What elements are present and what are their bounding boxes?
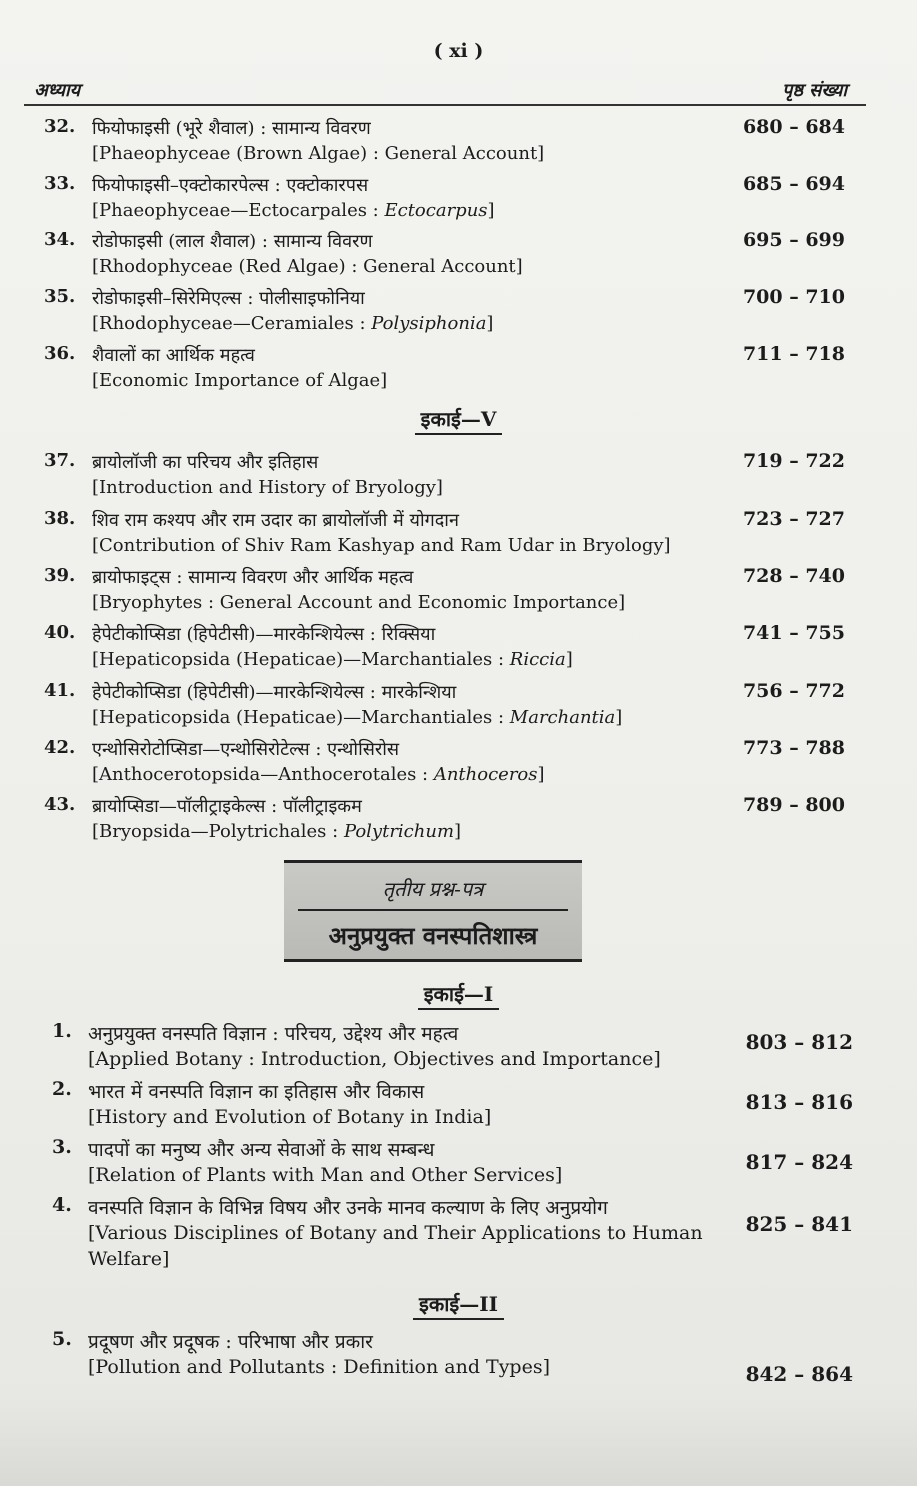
entry-number: 43.	[44, 794, 76, 815]
entry-pages: 719 – 722	[742, 450, 845, 472]
entry-number: 2.	[52, 1078, 72, 1100]
header-divider	[24, 104, 866, 106]
entry-title-english: [Phaeophyceae (Brown Algae) : General Account]	[92, 143, 545, 164]
entry-title-english: [Phaeophyceae—Ectocarpales : Ectocarpus]	[92, 200, 495, 221]
entry-number: 1.	[52, 1020, 72, 1042]
unit-heading: इकाई—II	[0, 1290, 917, 1317]
entry-pages: 685 – 694	[742, 173, 845, 195]
entry-title-hindi: अनुप्रयुक्त वनस्पति विज्ञान : परिचय, उद्देश्य और महत्व	[88, 1023, 459, 1045]
entry-pages: 680 – 684	[742, 116, 845, 138]
entry-title-english: [Anthocerotopsida—Anthocerotales : Anthoceros]	[92, 764, 545, 785]
entry-pages: 711 – 718	[742, 343, 845, 365]
entry-pages: 723 – 727	[742, 508, 845, 530]
entry-title-english: [Relation of Plants with Man and Other Services]	[88, 1164, 563, 1186]
entry-pages: 803 – 812	[745, 1030, 853, 1054]
unit-heading: इकाई—I	[0, 980, 917, 1007]
entry-number: 39.	[44, 565, 76, 586]
entry-title-english: [Applied Botany : Introduction, Objectives and Importance]	[88, 1048, 661, 1070]
entry-title-hindi: भारत में वनस्पति विज्ञान का इतिहास और विकास	[88, 1081, 425, 1103]
entry-title-hindi: रोडोफाइसी (लाल शैवाल) : सामान्य विवरण	[92, 231, 373, 252]
entry-pages: 700 – 710	[742, 286, 845, 308]
entry-number: 42.	[44, 737, 76, 758]
entry-title-english: [Hepaticopsida (Hepaticae)—Marchantiales : Riccia]	[92, 649, 573, 670]
entry-title-english: [Rhodophyceae—Ceramiales : Polysiphonia]	[92, 313, 494, 334]
entry-title-english: [Various Disciplines of Botany and Their Applications to Human	[88, 1222, 703, 1244]
entry-title-english-cont: Welfare]	[88, 1248, 170, 1270]
paper-title: अनुप्रयुक्त वनस्पतिशास्त्र	[328, 921, 538, 950]
entry-number: 5.	[52, 1328, 72, 1350]
paper-title-box	[284, 860, 582, 962]
entry-title-english: [Introduction and History of Bryology]	[92, 477, 443, 498]
entry-title-hindi: ब्रायोप्सिडा—पॉलीट्राइकेल्स : पॉलीट्राइकम	[92, 796, 362, 817]
entry-number: 38.	[44, 508, 76, 529]
box-divider	[298, 909, 568, 911]
entry-pages: 825 – 841	[745, 1212, 853, 1236]
entry-number: 35.	[44, 286, 76, 307]
entry-number: 32.	[44, 116, 76, 137]
entry-title-english: [Pollution and Pollutants : Definition and Types]	[88, 1356, 550, 1378]
entry-pages: 773 – 788	[742, 737, 845, 759]
entry-number: 33.	[44, 173, 76, 194]
entry-title-hindi: शैवालों का आर्थिक महत्व	[92, 345, 255, 366]
entry-title-english: [Bryophytes : General Account and Economic Importance]	[92, 592, 626, 613]
entry-title-hindi: रोडोफाइसी–सिरेमिएल्स : पोलीसाइफोनिया	[92, 288, 365, 309]
header-page-label: पृष्ठ संख्या	[782, 80, 847, 101]
entry-title-english: [Bryopsida—Polytrichales : Polytrichum]	[92, 821, 462, 842]
paper-number: तृतीय प्रश्न-पत्र	[382, 877, 484, 901]
entry-number: 36.	[44, 343, 76, 364]
entry-number: 3.	[52, 1136, 72, 1158]
entry-pages: 842 – 864	[745, 1362, 853, 1386]
entry-pages: 817 – 824	[745, 1150, 853, 1174]
entry-title-hindi: प्रदूषण और प्रदूषक : परिभाषा और प्रकार	[88, 1331, 373, 1353]
entry-title-english: [Rhodophyceae (Red Algae) : General Account]	[92, 256, 523, 277]
entry-pages: 741 – 755	[742, 622, 845, 644]
entry-title-hindi: हेपेटीकोप्सिडा (हिपेटीसी)—मारकेन्शियेल्स : मारकेन्शिया	[92, 682, 457, 703]
entry-pages: 728 – 740	[742, 565, 845, 587]
entry-title-hindi: फियोफाइसी (भूरे शैवाल) : सामान्य विवरण	[92, 118, 371, 139]
header-chapter-label: अध्याय	[34, 80, 81, 101]
entry-number: 4.	[52, 1194, 72, 1216]
entry-title-hindi: ब्रायोलॉजी का परिचय और इतिहास	[92, 452, 319, 473]
entry-title-english: [Hepaticopsida (Hepaticae)—Marchantiales : Marchantia]	[92, 707, 623, 728]
entry-title-hindi: एन्थोसिरोटोप्सिडा—एन्थोसिरोटेल्स : एन्थोसिरोस	[92, 739, 400, 760]
unit-heading: इकाई—V	[0, 405, 917, 432]
entry-title-hindi: ब्रायोफाइट्स : सामान्य विवरण और आर्थिक महत्व	[92, 567, 414, 588]
entry-pages: 813 – 816	[745, 1090, 853, 1114]
page-shadow	[0, 1396, 917, 1486]
entry-title-hindi: हेपेटीकोप्सिडा (हिपेटीसी)—मारकेन्शियेल्स : रिक्सिया	[92, 624, 436, 645]
entry-title-english: [History and Evolution of Botany in India]	[88, 1106, 492, 1128]
entry-number: 37.	[44, 450, 76, 471]
entry-title-hindi: फियोफाइसी–एक्टोकारपेल्स : एक्टोकारपस	[92, 175, 369, 196]
entry-number: 40.	[44, 622, 76, 643]
entry-number: 41.	[44, 680, 76, 701]
entry-title-english: [Economic Importance of Algae]	[92, 370, 388, 391]
entry-title-hindi: पादपों का मनुष्य और अन्य सेवाओं के साथ सम्बन्ध	[88, 1139, 435, 1161]
entry-title-english: [Contribution of Shiv Ram Kashyap and Ram Udar in Bryology]	[92, 535, 671, 556]
entry-title-hindi: शिव राम कश्यप और राम उदार का ब्रायोलॉजी में योगदान	[92, 510, 459, 531]
entry-number: 34.	[44, 229, 76, 250]
entry-title-hindi: वनस्पति विज्ञान के विभिन्न विषय और उनके मानव कल्याण के लिए अनुप्रयोग	[88, 1197, 608, 1219]
entry-pages: 789 – 800	[742, 794, 845, 816]
entry-pages: 695 – 699	[742, 229, 845, 251]
page-number: ( xi )	[433, 40, 484, 62]
entry-pages: 756 – 772	[742, 680, 845, 702]
